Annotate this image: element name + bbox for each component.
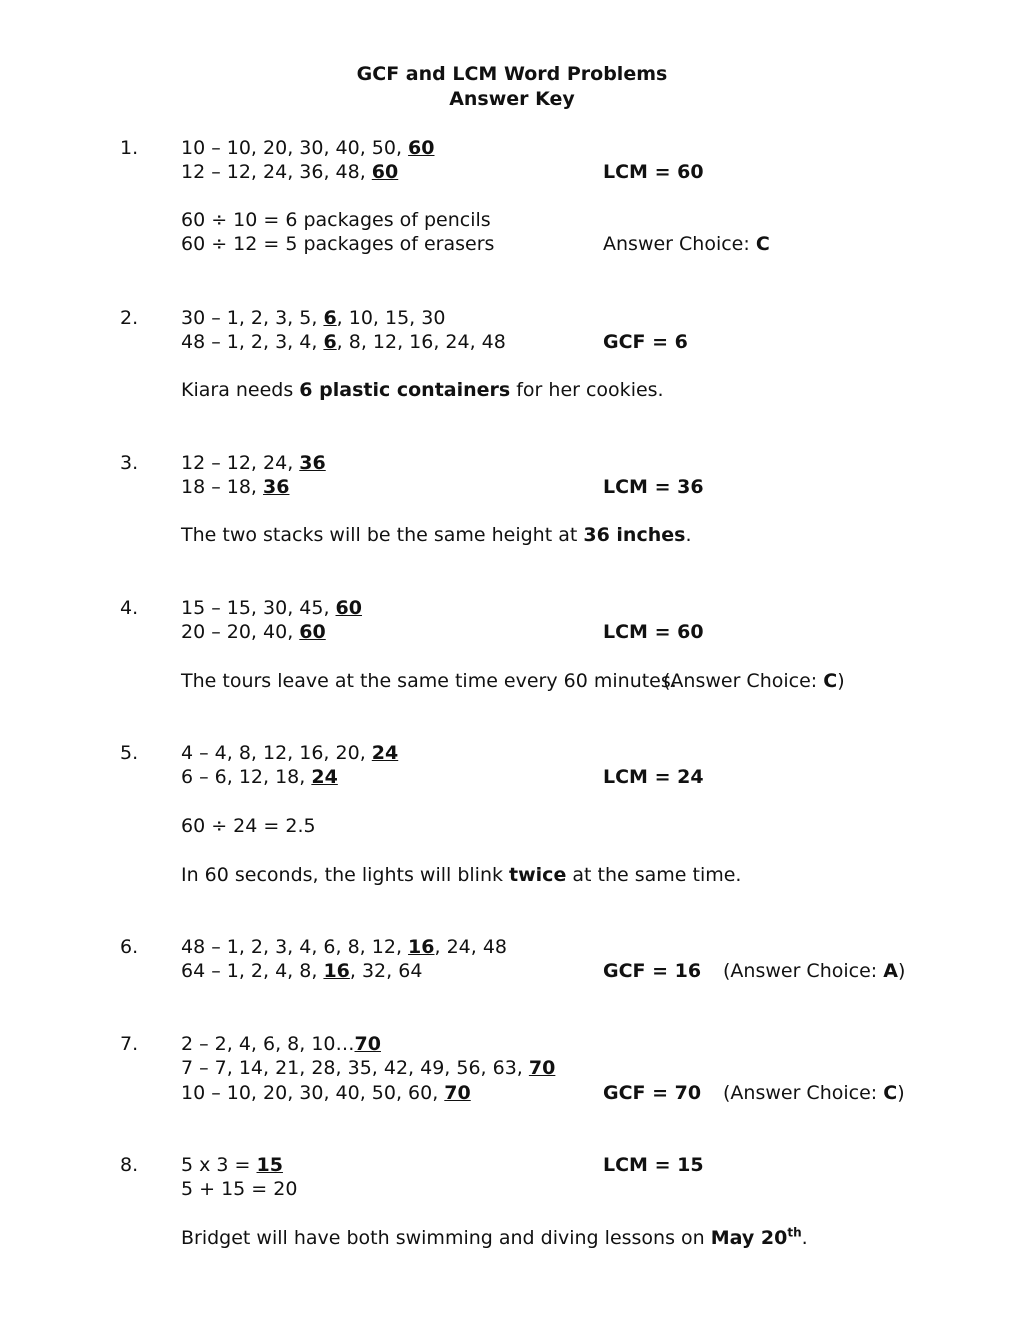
problem-number: 1.	[120, 137, 139, 159]
multiples-text: 4 – 4, 8, 12, 16, 20,	[181, 742, 372, 764]
sentence-emphasis	[711, 1227, 802, 1249]
common-value: 6	[323, 307, 337, 329]
problem-number: 2.	[120, 307, 139, 329]
common-value: 16	[323, 960, 350, 982]
answer-choice-letter: C	[755, 233, 770, 255]
common-value: 24	[311, 766, 338, 788]
sentence-text: .	[801, 1227, 808, 1249]
multiples-line	[181, 741, 398, 765]
result-label: LCM = 24	[603, 766, 704, 788]
multiples-line	[181, 1056, 555, 1080]
answer-choice-close: )	[837, 670, 845, 692]
common-value: 60	[335, 597, 362, 619]
factors-text: , 32, 64	[349, 960, 423, 982]
common-value: 60	[371, 161, 399, 183]
common-value: 70	[354, 1033, 381, 1055]
calculation-line: 60 ÷ 10 = 6 packages of pencils	[181, 209, 491, 231]
factors-text: 48 – 1, 2, 3, 4, 6, 8, 12,	[181, 936, 409, 958]
multiples-text: 18 – 18,	[181, 476, 264, 498]
common-value: 70	[528, 1057, 556, 1079]
calculation-line: 60 ÷ 24 = 2.5	[181, 815, 316, 837]
calculation-line: 5 + 15 = 20	[181, 1178, 298, 1200]
multiples-text: 12 – 12, 24,	[181, 452, 300, 474]
answer-choice-letter: A	[883, 960, 898, 982]
result-label: GCF = 6	[603, 331, 688, 353]
multiples-text: 20 – 20, 40,	[181, 621, 300, 643]
multiples-line	[181, 596, 362, 620]
common-value: 36	[299, 452, 326, 474]
answer-sentence	[181, 523, 692, 547]
sentence-emphasis: 36 inches	[583, 524, 686, 546]
factors-line	[181, 306, 445, 330]
answer-choice-label: (Answer Choice:	[723, 960, 884, 982]
factors-text: , 24, 48	[434, 936, 507, 958]
multiples-line	[181, 136, 435, 160]
sentence-text: for her cookies.	[510, 379, 664, 401]
problem-number: 3.	[120, 452, 139, 474]
common-value: 36	[263, 476, 290, 498]
factors-text: 48 – 1, 2, 3, 4,	[181, 331, 324, 353]
sentence-text: Bridget will have both swimming and diving lessons on	[181, 1227, 711, 1249]
answer-choice-close: )	[897, 960, 906, 982]
answer-choice	[723, 1081, 905, 1105]
answer-choice	[603, 232, 770, 256]
answer-sentence	[181, 1226, 808, 1250]
multiples-line	[181, 475, 289, 499]
common-value: 15	[256, 1154, 283, 1176]
result-label: GCF = 16	[603, 960, 702, 982]
factors-line	[181, 330, 506, 354]
sentence-emphasis: 6 plastic containers	[299, 379, 511, 401]
page-subtitle: Answer Key	[449, 88, 575, 110]
multiples-line	[181, 1032, 381, 1056]
multiples-text: 10 – 10, 20, 30, 40, 50, 60,	[181, 1082, 445, 1104]
multiples-line	[181, 765, 338, 789]
answer-choice	[723, 959, 905, 983]
problem-number: 7.	[120, 1033, 139, 1055]
multiples-text: 10 – 10, 20, 30, 40, 50,	[181, 137, 409, 159]
sentence-text: In 60 seconds, the lights will blink	[181, 864, 510, 886]
multiples-line	[181, 160, 398, 184]
page-title: GCF and LCM Word Problems	[356, 63, 668, 85]
factors-text: , 10, 15, 30	[336, 307, 446, 329]
factors-text: 30 – 1, 2, 3, 5,	[181, 307, 324, 329]
common-value: 60	[408, 137, 435, 159]
sentence-text: at the same time.	[566, 864, 742, 886]
result-label: GCF = 70	[603, 1082, 702, 1104]
problem-number: 8.	[120, 1154, 139, 1176]
problem-number: 6.	[120, 936, 139, 958]
common-value: 60	[299, 621, 326, 643]
common-value: 24	[371, 742, 399, 764]
multiples-text: 2 – 2, 4, 6, 8, 10…	[181, 1033, 355, 1055]
calculation-line: 60 ÷ 12 = 5 packages of erasers	[181, 233, 495, 255]
multiples-line	[181, 620, 326, 644]
sentence-emphasis: twice	[509, 864, 567, 886]
multiples-text: 6 – 6, 12, 18,	[181, 766, 312, 788]
answer-choice-letter: C	[883, 1082, 898, 1104]
answer-sentence: The tours leave at the same time every 60 minutes.	[181, 670, 677, 692]
common-value: 70	[444, 1082, 471, 1104]
calculation-line	[181, 1153, 283, 1177]
problem-number: 4.	[120, 597, 139, 619]
multiples-text: 12 – 12, 24, 36, 48,	[181, 161, 372, 183]
answer-choice-close: )	[897, 1082, 905, 1104]
factors-text: 64 – 1, 2, 4, 8,	[181, 960, 324, 982]
multiples-line	[181, 1081, 471, 1105]
multiples-line	[181, 451, 326, 475]
result-label: LCM = 60	[603, 621, 704, 643]
multiples-text: 15 – 15, 30, 45,	[181, 597, 336, 619]
answer-choice	[663, 669, 845, 693]
answer-choice-label: (Answer Choice:	[663, 670, 824, 692]
answer-choice-letter: C	[823, 670, 838, 692]
ordinal-suffix: th	[787, 1225, 802, 1240]
result-label: LCM = 15	[603, 1154, 704, 1176]
multiples-text: 7 – 7, 14, 21, 28, 35, 42, 49, 56, 63,	[181, 1057, 529, 1079]
answer-choice-label: (Answer Choice:	[723, 1082, 884, 1104]
answer-sentence	[181, 863, 741, 887]
common-value: 16	[408, 936, 435, 958]
result-label: LCM = 36	[603, 476, 704, 498]
sentence-text: Kiara needs	[181, 379, 300, 401]
sentence-text: .	[685, 524, 692, 546]
problem-number: 5.	[120, 742, 139, 764]
factors-text: , 8, 12, 16, 24, 48	[336, 331, 506, 353]
common-value: 6	[323, 331, 337, 353]
answer-sentence	[181, 378, 664, 402]
sentence-text: The two stacks will be the same height at	[181, 524, 584, 546]
calculation-text: 5 x 3 =	[181, 1154, 257, 1176]
factors-line	[181, 959, 422, 983]
result-label: LCM = 60	[603, 161, 704, 183]
factors-line	[181, 935, 507, 959]
answer-choice-label: Answer Choice:	[603, 233, 756, 255]
date-text: May 20	[710, 1227, 788, 1249]
